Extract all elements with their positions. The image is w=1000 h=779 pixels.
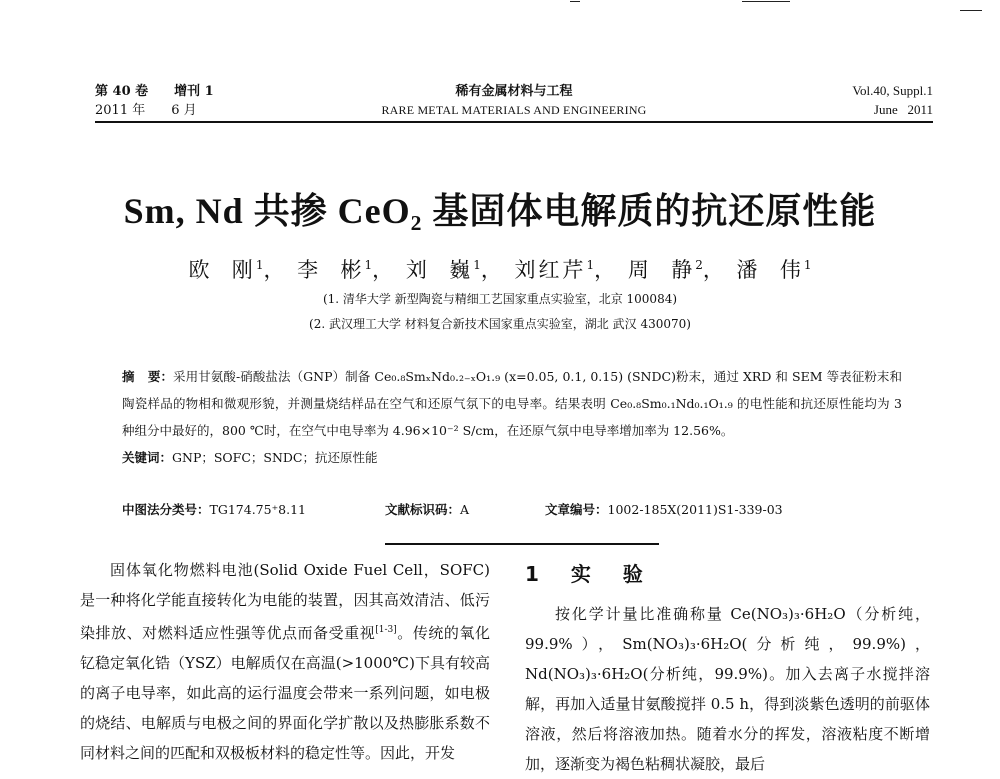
classification: 中图法分类号：TG174.75⁺8.11: [122, 502, 307, 517]
keywords-text: GNP；SOFC；SNDC；抗还原性能: [172, 450, 378, 465]
section-separator: [385, 543, 659, 545]
issue-label: 增刊 1: [174, 84, 214, 99]
year-label: 2011 年: [95, 103, 146, 118]
author: 欧 刚$^1$，: [188, 258, 288, 282]
document-code: 文献标识码：A: [385, 502, 470, 517]
abstract: [122, 363, 902, 471]
date-en: June 2011: [873, 102, 933, 117]
scan-mark: [570, 1, 580, 2]
intro-column: [80, 555, 490, 768]
keywords-label: 关键词：: [122, 450, 173, 465]
scan-mark: [742, 1, 790, 2]
month-label: 6 月: [171, 103, 197, 118]
abstract-text: 采用甘氨酸-硝酸盐法（GNP）制备 Ce₀.₈SmₓNd₀.₂₋ₓO₁.₉ (x=0.05, 0.1, 0.15) (SNDC)粉末，通过 XRD 和 SEM 等表征粉末和陶瓷样品的物相和微观形貌，并测量烧结样品在空气和还原气氛下的电导率。结果表明 Ce₀.₈Sm₀.₁Nd₀.₁O₁.₉ 的电性能和抗还原性能均为 3 种组分中最好的，800 ℃时，在空气中电导率为 4.96×10⁻² S/cm，在还原气氛中电导率增加率为 12.56%。: [122, 369, 902, 438]
journal-name-en: RARE METAL MATERIALS AND ENGINEERING: [381, 103, 647, 117]
volume-label: 第 40 卷: [95, 84, 149, 99]
reference-mark: [1-3]: [375, 625, 397, 635]
intro-text-cont: 。传统的氧化钇稳定氧化锆（YSZ）电解质仅在高温(>1000℃)下具有较高的离子电导率，如此高的运行温度会带来一系列问题，如电极的烧结、电解质与电极之间的界面化学扩散以及热膨胀系数不同材料之间的匹配和双极板材料的稳定性等。因此，开发: [80, 624, 490, 762]
section-heading: 1 实 验: [525, 562, 649, 586]
author: 刘 巍$^1$，: [405, 258, 505, 282]
paper-title: Sm, Nd 共掺 CeO₂ 基固体电解质的抗还原性能: [123, 191, 877, 231]
experiment-text: 按化学计量比准确称量 Ce(NO₃)₃·6H₂O（分析纯，99.9%），Sm(NO₃)₃·6H₂O(分析纯，99.9%)，Nd(NO₃)₃·6H₂O(分析纯，99.9%)。加入去离子水搅拌溶解，再加入适量甘氨酸搅拌 0.5 h，得到淡紫色透明的前驱体溶液，然后将溶液加热。随着水分的挥发，溶液粘度不断增加，逐渐变为褐色粘稠状凝胶，最后: [525, 605, 930, 773]
journal-name-cn: 稀有金属材料与工程: [455, 84, 573, 99]
abstract-label: 摘 要：: [122, 369, 174, 384]
experiment-column: [525, 555, 930, 779]
intro-text: 固体氧化物燃料电池(Solid Oxide Fuel Cell，SOFC)是一种将化学能直接转化为电能的装置，因其高效清洁、低污染排放、对燃料适应性强等优点而备受重视: [80, 561, 490, 642]
journal-header: [95, 82, 933, 120]
affiliation-2: (2. 武汉理工大学 材料复合新技术国家重点实验室，湖北 武汉 430070): [309, 317, 691, 331]
header-rule: [95, 121, 933, 123]
scan-mark: [960, 10, 982, 11]
author: 李 彬$^1$，: [297, 258, 397, 282]
author: 刘红芹$^1$，: [514, 258, 619, 282]
volume-en: Vol.40, Suppl.1: [852, 83, 933, 98]
article-number: 文章编号：1002-185X(2011)S1-339-03: [545, 502, 783, 517]
affiliation-1: (1. 清华大学 新型陶瓷与精细工艺国家重点实验室，北京 100084): [322, 292, 678, 306]
author: 周 静$^2$，: [627, 258, 727, 282]
author-list: [0, 254, 1000, 284]
author: 潘 伟$^1$: [736, 258, 812, 282]
